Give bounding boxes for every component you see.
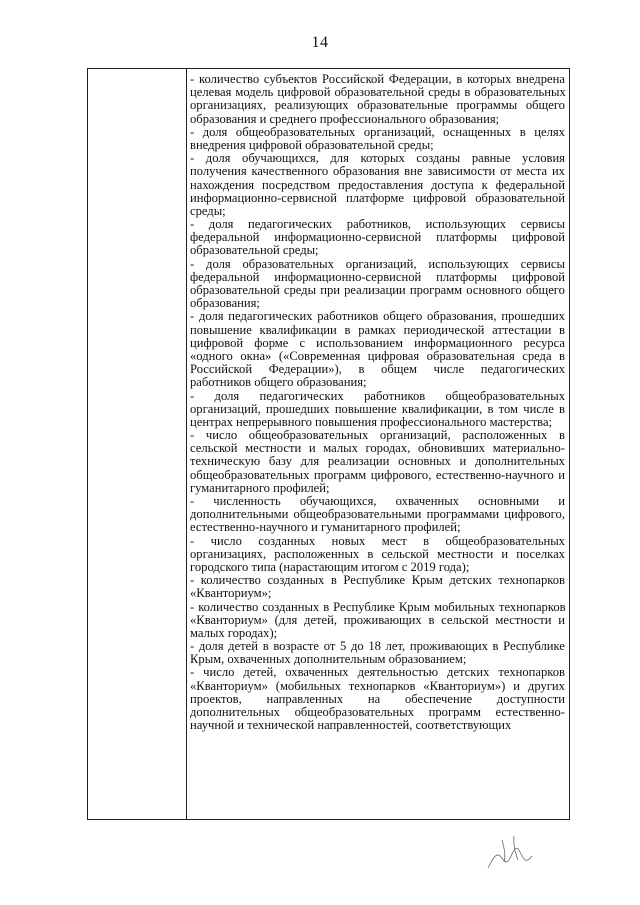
list-item bbox=[190, 666, 565, 732]
text-line: федеральной информационно-сервисной платформы цифровой bbox=[190, 230, 565, 245]
text-line: гуманитарного профилей; bbox=[190, 480, 330, 495]
text-line: - численность обучающихся, охваченных основными и bbox=[190, 494, 565, 508]
text-line: информационно-сервисной платформе цифровой образовательной bbox=[190, 190, 565, 205]
text-line: естественно-научного и гуманитарного профилей; bbox=[190, 520, 461, 535]
text-line: - количество созданных в Республике Крым детских технопарков bbox=[190, 573, 565, 588]
list-item bbox=[190, 310, 565, 389]
text-line: - доля детей в возрасте от 5 до 18 лет, проживающих в Республике bbox=[190, 639, 565, 654]
list-item bbox=[190, 258, 565, 311]
text-line: научной и технической направленностей, соответствующих bbox=[190, 718, 512, 733]
list-item bbox=[190, 152, 565, 218]
list-item bbox=[190, 601, 565, 641]
text-line: образования; bbox=[190, 296, 260, 311]
text-line: целевая модель цифровой образовательной среды в образовательных bbox=[190, 85, 566, 100]
text-line: организаций, прошедших повышение квалификации, в том числе в bbox=[190, 401, 565, 416]
text-line: «Кванториум»; bbox=[190, 586, 272, 601]
text-line: среды; bbox=[190, 203, 226, 218]
text-line: дополнительных общеобразовательных программ естественно- bbox=[190, 705, 565, 719]
text-line: получения качественного образования вне зависимости от места их bbox=[190, 164, 565, 179]
text-line: работников общего образования; bbox=[190, 375, 367, 390]
text-line: повышение квалификации в рамках периодической аттестации в bbox=[190, 322, 565, 337]
text-line: малых городах); bbox=[190, 625, 278, 640]
text-line: - доля педагогических работников общеобразовательных bbox=[190, 388, 565, 403]
list-item bbox=[190, 640, 565, 666]
text-line: - доля педагогических работников общего образования, прошедших bbox=[190, 309, 565, 324]
text-line: Крым, охваченных дополнительным образованием; bbox=[190, 652, 467, 667]
text-line: внедрения цифровой образовательной среды; bbox=[190, 137, 434, 152]
text-line: - доля обучающихся, для которых созданы равные условия bbox=[190, 151, 565, 166]
list-item bbox=[190, 126, 565, 152]
text-line: образования и среднего профессионального образования; bbox=[190, 111, 500, 126]
list-item bbox=[190, 535, 565, 575]
text-line: - количество субъектов Российской Федерации, в которых внедрена bbox=[190, 72, 565, 86]
list-item bbox=[190, 390, 565, 430]
text-line: организациях, реализующих образовательные программы общего bbox=[190, 98, 565, 113]
text-line: проектов, направленных на обеспечение доступности bbox=[190, 691, 565, 706]
text-line: - количество созданных в Республике Крым мобильных технопарков bbox=[190, 599, 566, 614]
text-line: общеобразовательных программ цифрового, естественно-научного и bbox=[190, 467, 565, 482]
handwritten-signature bbox=[480, 830, 540, 875]
text-line: дополнительными общеобразовательными программами цифрового, bbox=[190, 507, 565, 522]
table-right-column bbox=[186, 69, 569, 819]
text-line: - доля образовательных организаций, использующих сервисы bbox=[190, 256, 565, 271]
text-line: образовательной среды при реализации программ основного общего bbox=[190, 283, 565, 297]
text-line: - число созданных новых мест в общеобразовательных bbox=[190, 533, 565, 548]
text-line: Российской Федерации»), в общем числе педагогических bbox=[190, 362, 565, 377]
text-line: городского типа (нарастающим итогом с 2019 года); bbox=[190, 559, 470, 574]
list-item bbox=[190, 574, 565, 600]
list-item bbox=[190, 218, 565, 258]
text-line: «одного окна» («Современная цифровая образовательная среда в bbox=[190, 348, 565, 363]
list-item bbox=[190, 429, 565, 495]
text-line: «Кванториум» (мобильных технопарков «Кванториум») и других bbox=[190, 678, 565, 693]
text-line: образовательной среды; bbox=[190, 243, 319, 258]
page-number: 14 bbox=[311, 34, 329, 51]
text-line: - число общеобразовательных организаций, расположенных в bbox=[190, 428, 565, 443]
text-line: центрах непрерывного повышения профессионального мастерства; bbox=[190, 414, 553, 429]
text-line: нахождения посредством предоставления доступа к федеральной bbox=[190, 177, 565, 192]
text-line: «Кванториум» (для детей, проживающих в сельской местности и bbox=[190, 612, 565, 627]
text-line: - доля общеобразовательных организаций, оснащенных в целях bbox=[190, 124, 565, 139]
text-line: сельской местности и малых городах, обновивших материально- bbox=[190, 441, 565, 456]
indicators-table bbox=[87, 68, 570, 820]
text-line: цифровой форме с использованием информационного ресурса bbox=[190, 335, 565, 350]
text-line: - число детей, охваченных деятельностью детских технопарков bbox=[190, 665, 565, 680]
table-left-column bbox=[88, 69, 187, 819]
text-line: федеральной информационно-сервисной платформы цифровой bbox=[190, 269, 565, 284]
list-item bbox=[190, 73, 565, 126]
text-line: - доля педагогических работников, использующих сервисы bbox=[190, 217, 565, 232]
text-line: техническую базу для реализации основных и дополнительных bbox=[190, 454, 565, 469]
text-line: организациях, расположенных в сельской местности и поселках bbox=[190, 546, 565, 561]
list-item bbox=[190, 495, 565, 535]
